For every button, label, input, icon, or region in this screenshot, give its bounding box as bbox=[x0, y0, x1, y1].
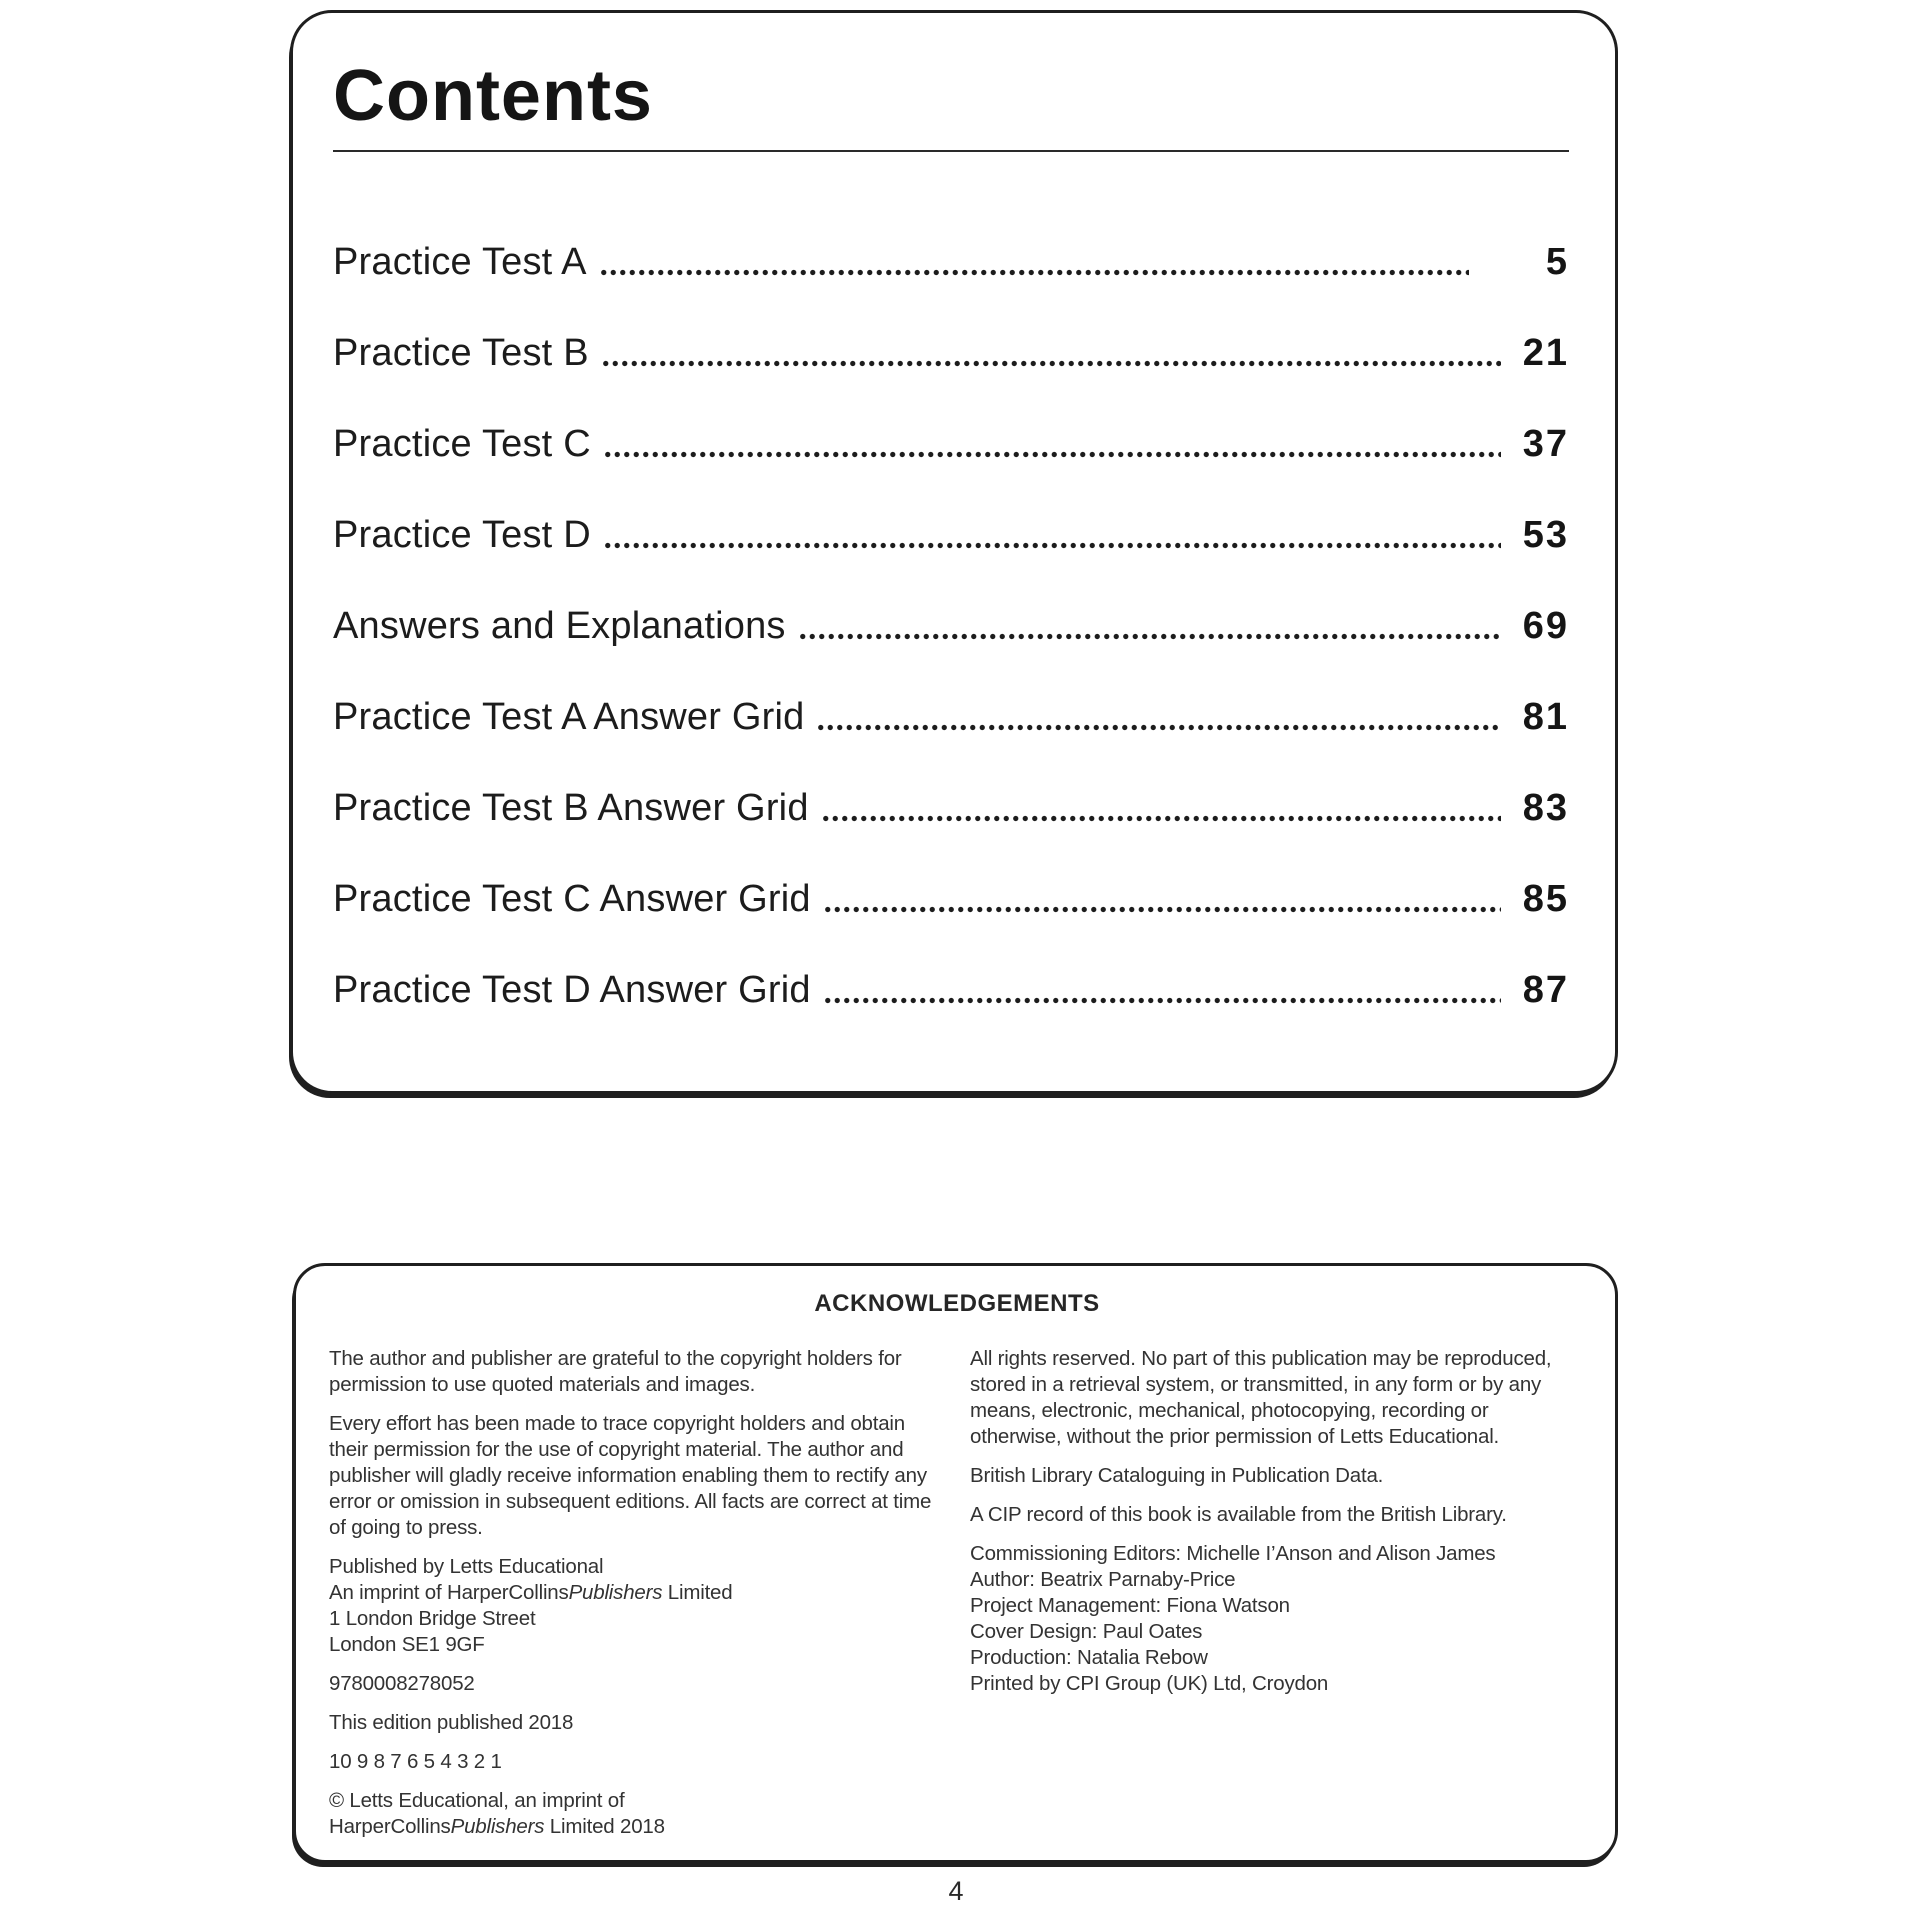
credit-line: Production: Natalia Rebow bbox=[970, 1646, 1208, 1669]
print-run-line: 10 9 8 7 6 5 4 3 2 1 bbox=[329, 1750, 502, 1773]
toc-entry-label: Practice Test C Answer Grid bbox=[333, 878, 811, 921]
toc-page-number: 87 bbox=[1522, 969, 1569, 1012]
toc-page-number: 5 bbox=[1545, 241, 1569, 284]
toc-page-number: 69 bbox=[1522, 605, 1569, 648]
toc-page-number: 83 bbox=[1522, 787, 1569, 830]
toc-page-number: 85 bbox=[1522, 878, 1569, 921]
credits-block bbox=[970, 1541, 1585, 1697]
credit-line: Cover Design: Paul Oates bbox=[970, 1620, 1203, 1643]
toc-row bbox=[333, 877, 1569, 921]
publisher-address-block bbox=[329, 1554, 944, 1658]
toc-row bbox=[333, 695, 1569, 739]
leader-dots bbox=[823, 903, 1501, 914]
toc-row bbox=[333, 513, 1569, 557]
copyright-holders-paragraph: The author and publisher are grateful to the copyright holders for permission to use quoted materials and images. bbox=[329, 1347, 902, 1396]
toc-page-number: 53 bbox=[1522, 514, 1569, 557]
acknowledgements-right-column bbox=[970, 1346, 1585, 1853]
toc-entry-label: Practice Test A Answer Grid bbox=[333, 696, 805, 739]
edition-line: This edition published 2018 bbox=[329, 1711, 574, 1734]
contents-box bbox=[290, 10, 1618, 1094]
page-number: 4 bbox=[948, 1876, 964, 1906]
toc-entry-label: Practice Test C bbox=[333, 423, 591, 466]
leader-dots bbox=[601, 357, 1501, 368]
toc-row bbox=[333, 968, 1569, 1012]
toc-row bbox=[333, 786, 1569, 830]
acknowledgements-box bbox=[293, 1263, 1618, 1863]
leader-dots bbox=[798, 630, 1501, 641]
toc-entry-label: Practice Test A bbox=[333, 241, 587, 284]
acknowledgements-heading: ACKNOWLEDGEMENTS bbox=[814, 1290, 1100, 1317]
credit-line: Printed by CPI Group (UK) Ltd, Croydon bbox=[970, 1672, 1329, 1695]
rights-reserved-paragraph: All rights reserved. No part of this publication may be reproduced, stored in a retrieval system, or transmitted, in any form or by any means, electronic, mechanical, photocopying, recording or otherwise, without the prior permission of Letts Educational. bbox=[970, 1347, 1552, 1448]
address-line: London SE1 9GF bbox=[329, 1633, 485, 1656]
toc-page-number: 37 bbox=[1522, 423, 1569, 466]
acknowledgements-left-column bbox=[329, 1346, 944, 1853]
leader-dots bbox=[599, 266, 1469, 277]
toc-entry-label: Answers and Explanations bbox=[333, 605, 786, 648]
copyright-notice: © Letts Educational, an imprint of HarperCollinsPublishers Limited 2018 bbox=[329, 1789, 665, 1838]
title-rule bbox=[333, 150, 1569, 152]
toc-page-number: 21 bbox=[1522, 332, 1569, 375]
toc-row bbox=[333, 604, 1569, 648]
page-title: Contents bbox=[333, 56, 653, 136]
toc-row bbox=[333, 422, 1569, 466]
imprint-line: An imprint of HarperCollinsPublishers Limited bbox=[329, 1581, 733, 1604]
published-by-line: Published by Letts Educational bbox=[329, 1555, 604, 1578]
copyright-effort-paragraph: Every effort has been made to trace copyright holders and obtain their permission for the use of copyright material. The author and publisher will gladly receive information enabling them to rectify any error or omission in subsequent editions. All facts are correct at time of going to press. bbox=[329, 1412, 932, 1539]
leader-dots bbox=[821, 812, 1501, 823]
toc-entry-label: Practice Test B bbox=[333, 332, 589, 375]
toc-entry-label: Practice Test B Answer Grid bbox=[333, 787, 809, 830]
isbn: 9780008278052 bbox=[329, 1672, 475, 1695]
credit-line: Project Management: Fiona Watson bbox=[970, 1594, 1290, 1617]
toc-entry-label: Practice Test D bbox=[333, 514, 591, 557]
credit-line: Author: Beatrix Parnaby-Price bbox=[970, 1568, 1236, 1591]
acknowledgements-columns bbox=[329, 1346, 1585, 1853]
leader-dots bbox=[603, 448, 1501, 459]
toc-row bbox=[333, 331, 1569, 375]
cip-record-line: A CIP record of this book is available from the British Library. bbox=[970, 1503, 1507, 1526]
leader-dots bbox=[603, 539, 1501, 550]
toc-row bbox=[333, 240, 1569, 284]
address-line: 1 London Bridge Street bbox=[329, 1607, 536, 1630]
leader-dots bbox=[816, 721, 1501, 732]
credit-line: Commissioning Editors: Michelle I’Anson and Alison James bbox=[970, 1542, 1496, 1565]
table-of-contents bbox=[333, 240, 1569, 1012]
british-library-line: British Library Cataloguing in Publication Data. bbox=[970, 1464, 1384, 1487]
toc-page-number: 81 bbox=[1522, 696, 1569, 739]
toc-entry-label: Practice Test D Answer Grid bbox=[333, 969, 811, 1012]
leader-dots bbox=[823, 994, 1501, 1005]
